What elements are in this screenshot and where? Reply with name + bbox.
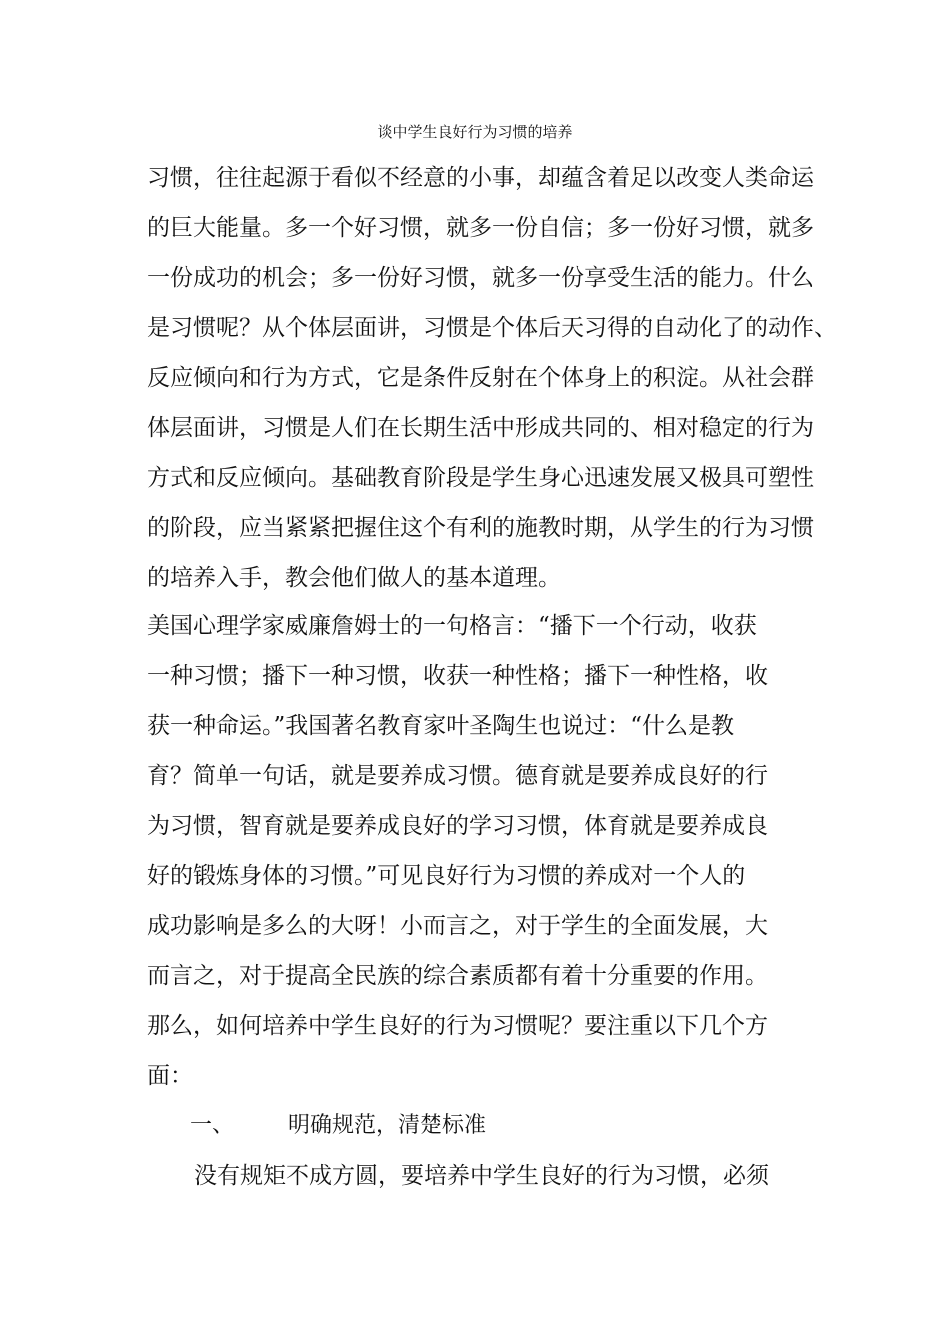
text-line: 为习惯，智育就是要养成良好的学习习惯，体育就是要养成良	[147, 813, 768, 839]
section-heading	[190, 1111, 486, 1141]
text-line: 的阶段，应当紧紧把握住这个有利的施教时期，从学生的行为习惯	[147, 515, 814, 541]
text-line: 的巨大能量。多一个好习惯，就多一份自信；多一份好习惯，就多	[147, 215, 814, 241]
text-line: 没有规矩不成方圆，要培养中学生良好的行为习惯，必须	[194, 1163, 769, 1189]
text-line: 的培养入手，教会他们做人的基本道理。	[147, 565, 561, 591]
text-line: 美国心理学家威廉詹姆士的一句格言：“播下一个行动，收获	[147, 613, 757, 639]
section-title: 明确规范，清楚标准	[288, 1113, 487, 1138]
text-line: 一种习惯；播下一种习惯，收获一种性格；播下一种性格，收	[147, 663, 768, 689]
text-line: 成功影响是多么的大呀！小而言之，对于学生的全面发展，大	[147, 913, 768, 939]
section-number: 一、	[190, 1113, 235, 1138]
text-line: 一份成功的机会；多一份好习惯，就多一份享受生活的能力。什么	[147, 265, 814, 291]
text-line: 那么，如何培养中学生良好的行为习惯呢？要注重以下几个方	[147, 1013, 768, 1039]
text-line: 体层面讲，习惯是人们在长期生活中形成共同的、相对稳定的行为	[147, 415, 814, 441]
text-line: 育？简单一句话，就是要养成习惯。德育就是要养成良好的行	[147, 763, 768, 789]
text-line: 习惯，往往起源于看似不经意的小事，却蕴含着足以改变人类命运	[147, 165, 814, 191]
text-line: 面：	[147, 1063, 193, 1089]
page-title: 谈中学生良好行为习惯的培养	[377, 123, 573, 141]
text-line: 是习惯呢？从个体层面讲，习惯是个体后天习得的自动化了的动作、	[147, 315, 837, 341]
text-line: 方式和反应倾向。基础教育阶段是学生身心迅速发展又极具可塑性	[147, 465, 814, 491]
text-line: 好的锻炼身体的习惯。”可见良好行为习惯的养成对一个人的	[147, 863, 746, 889]
text-line: 而言之，对于提高全民族的综合素质都有着十分重要的作用。	[147, 963, 768, 989]
text-line: 获一种命运。”我国著名教育家叶圣陶生也说过：“什么是教	[147, 713, 735, 739]
text-line: 反应倾向和行为方式，它是条件反射在个体身上的积淀。从社会群	[147, 365, 814, 391]
